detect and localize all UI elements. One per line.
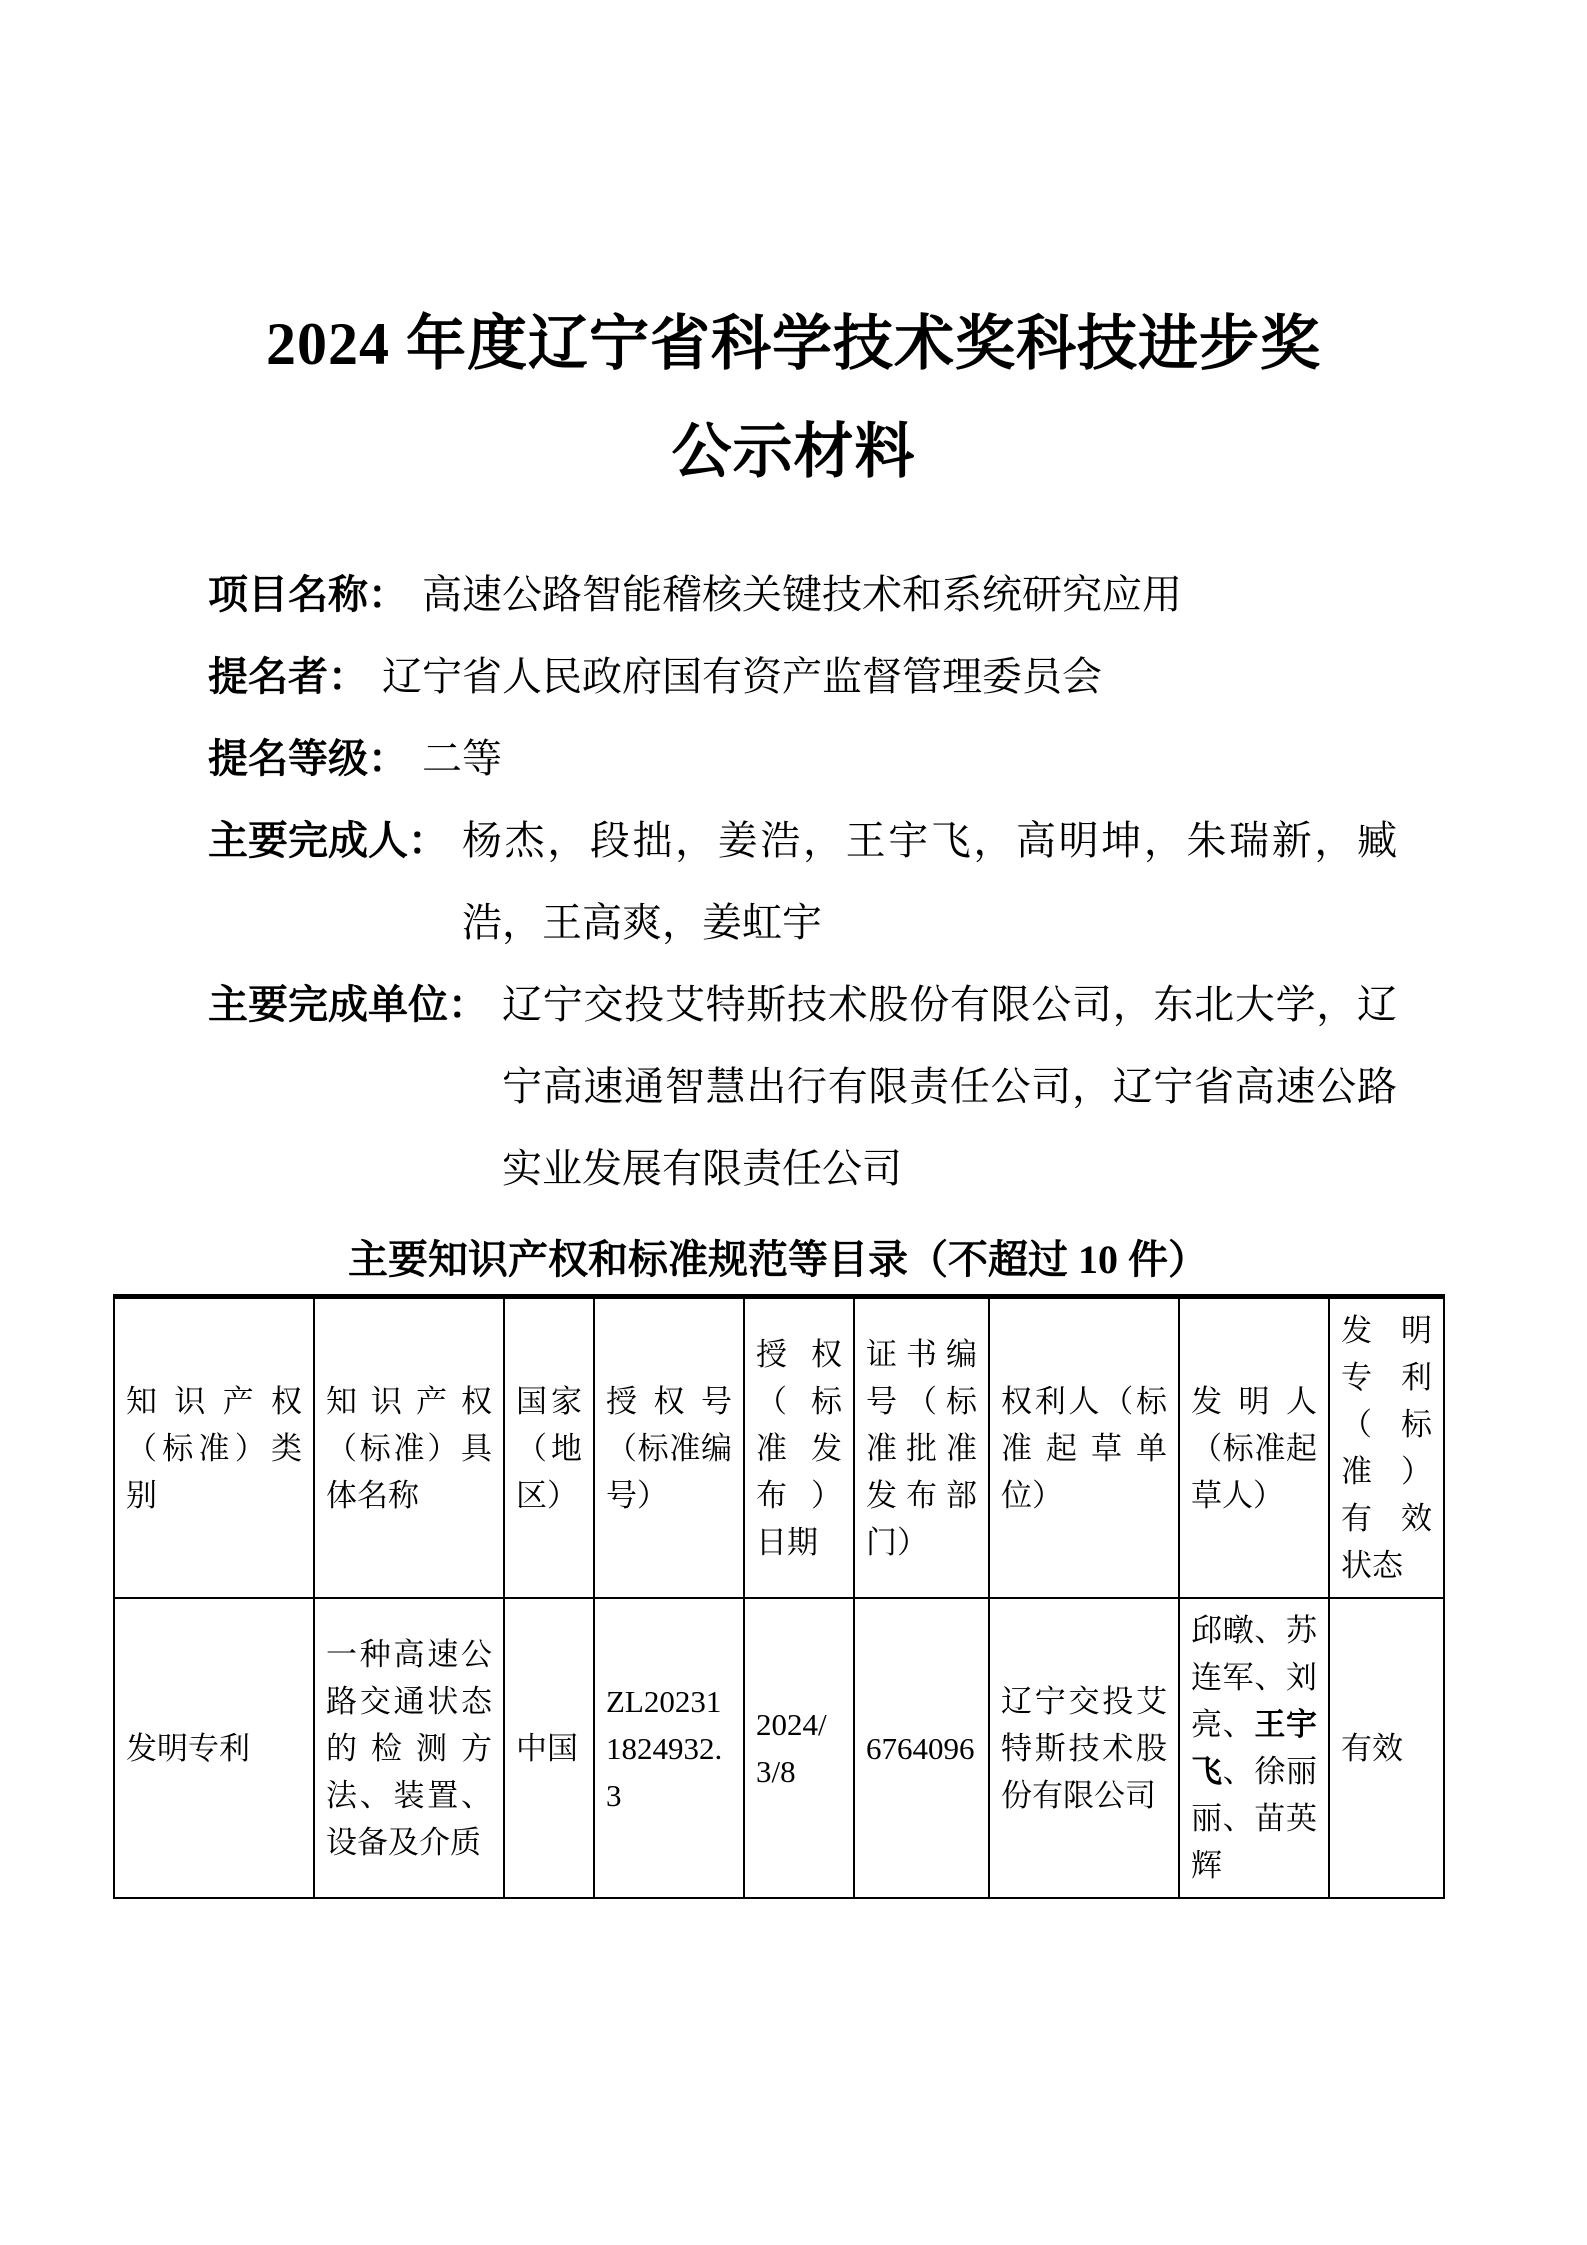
cell-certificate-number: 6764096 — [854, 1598, 989, 1898]
field-project-name-value: 高速公路智能稽核关键技术和系统研究应用 — [422, 572, 1182, 617]
header-rights-holder: 权利人（标准起草单位） — [989, 1297, 1179, 1599]
cell-ip-category: 发明专利 — [114, 1598, 314, 1898]
field-nomination-grade-value: 二等 — [422, 736, 502, 781]
header-grant-number: 授权号（标准编号） — [594, 1297, 744, 1599]
document-title-line2: 公示材料 — [671, 419, 916, 485]
ip-table — [113, 1294, 1445, 1899]
summary-fields — [208, 554, 1397, 1210]
field-nominator-value: 辽宁省人民政府国有资产监督管理委员会 — [382, 654, 1102, 699]
ip-table-header-row — [114, 1297, 1444, 1599]
header-country: 国家（地区） — [504, 1297, 594, 1599]
field-nomination-grade-label: 提名等级： — [208, 736, 408, 781]
field-main-contributors-value: 杨杰，段拙，姜浩，王宇飞，高明坤，朱瑞新，臧浩，王高爽，姜虹宇 — [462, 818, 1397, 945]
cell-country: 中国 — [504, 1598, 594, 1898]
field-main-organizations-label: 主要完成单位： — [208, 982, 488, 1027]
cell-rights-holder: 辽宁交投艾特斯技术股份有限公司 — [989, 1598, 1179, 1898]
header-ip-category: 知识产权（标准）类别 — [114, 1297, 314, 1599]
header-validity-status: 发明专利（标准）有效状态 — [1329, 1297, 1444, 1599]
ip-table-data-row — [114, 1598, 1444, 1898]
header-ip-name: 知识产权（标准）具体名称 — [314, 1297, 504, 1599]
field-nominator — [208, 636, 1397, 718]
header-certificate-number: 证书编号（标准批准发布部门） — [854, 1297, 989, 1599]
field-main-organizations — [208, 964, 1397, 1210]
inventors-regular-leading: 邱暾、苏连军、刘亮、 — [1191, 1613, 1317, 1742]
document-title-line1: 2024 年度辽宁省科学技术奖科技进步奖 — [266, 311, 1321, 377]
ip-table-caption: 主要知识产权和标准规范等目录（不超过 10 件） — [348, 1237, 1208, 1282]
cell-grant-date: 2024/3/8 — [744, 1598, 854, 1898]
field-main-contributors — [208, 800, 1397, 964]
field-main-contributors-label: 主要完成人： — [208, 818, 448, 863]
header-grant-date: 授权（标准发布）日期 — [744, 1297, 854, 1599]
header-inventors: 发明人（标准起草人） — [1179, 1297, 1329, 1599]
document-title — [0, 0, 1587, 506]
field-project-name-label: 项目名称： — [208, 572, 408, 617]
cell-validity-status: 有效 — [1329, 1598, 1444, 1898]
cell-grant-number: ZL202311824932.3 — [594, 1598, 744, 1898]
field-nomination-grade — [208, 718, 1397, 800]
field-main-organizations-value: 辽宁交投艾特斯技术股份有限公司，东北大学，辽宁高速通智慧出行有限责任公司，辽宁省高速公路实业发展有限责任公司 — [502, 982, 1397, 1191]
inventors-highlighted-name: 王宇飞 — [1191, 1707, 1318, 1789]
inventors-regular-trailing: 、徐丽丽、苗英辉 — [1191, 1754, 1318, 1883]
field-nominator-label: 提名者： — [208, 654, 368, 699]
cell-ip-name: 一种高速公路交通状态的检测方法、装置、设备及介质 — [314, 1598, 504, 1898]
cell-inventors — [1179, 1598, 1329, 1898]
field-project-name — [208, 554, 1397, 636]
